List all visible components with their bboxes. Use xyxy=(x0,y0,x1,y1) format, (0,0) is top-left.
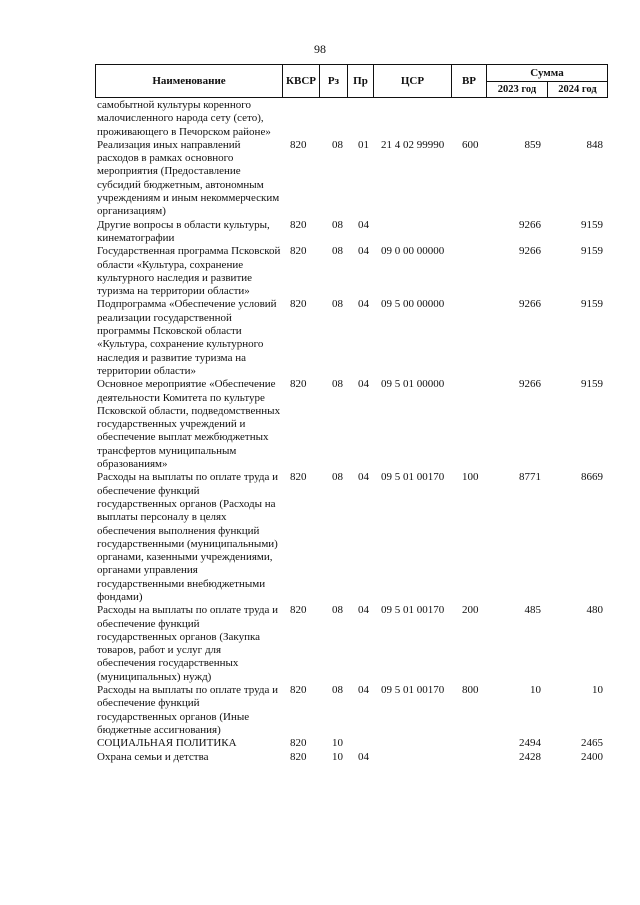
rz-cell: 10 xyxy=(332,750,343,763)
pr-cell: 04 xyxy=(358,750,369,763)
sum-2024-cell: 9159 xyxy=(581,218,603,231)
pr-cell: 04 xyxy=(358,471,369,484)
row-name: Основное мероприятие «Обеспечение деятельности Комитета по культуре Псковской области, подведомственных государственных учреждений и обеспечение выплат межбюджетных трансфертов муниципальным образованиям» xyxy=(97,378,281,471)
header-2023: 2023 год xyxy=(486,81,547,98)
sum-2023-cell: 10 xyxy=(530,684,541,697)
pr-cell: 01 xyxy=(358,138,369,151)
row-name: Охрана семьи и детства xyxy=(97,750,209,763)
row-name: Расходы на выплаты по оплате труда и обеспечение функций государственных органов (Расходы на выплаты персоналу в целях обеспечения выполнения функций государственными (муниципальными) органами, казенными учреждениями, органами управления государственными внебюджетными фондами) xyxy=(97,471,279,603)
kvsr-cell: 820 xyxy=(290,138,307,151)
row-name: Расходы на выплаты по оплате труда и обеспечение функций государственных органов (Иные бюджетные ассигнования) xyxy=(97,684,279,736)
table-row xyxy=(95,751,608,764)
kvsr-cell: 820 xyxy=(290,737,307,750)
sum-2023-cell: 8771 xyxy=(519,471,541,484)
rz-cell: 08 xyxy=(332,218,343,231)
kvsr-cell: 820 xyxy=(290,604,307,617)
csr-cell: 09 5 01 00170 xyxy=(381,604,445,617)
table-row xyxy=(95,737,608,750)
header-vr: ВР xyxy=(451,64,486,98)
rz-cell: 08 xyxy=(332,471,343,484)
sum-2024-cell: 9159 xyxy=(581,245,603,258)
header-pr: Пр xyxy=(347,64,373,98)
kvsr-cell: 820 xyxy=(290,378,307,391)
sum-2023-cell: 9266 xyxy=(519,245,541,258)
sum-2023-cell: 9266 xyxy=(519,298,541,311)
rz-cell: 08 xyxy=(332,378,343,391)
pr-cell: 04 xyxy=(358,298,369,311)
sum-2023-cell: 485 xyxy=(524,604,541,617)
kvsr-cell: 820 xyxy=(290,218,307,231)
sum-2024-cell: 480 xyxy=(586,604,603,617)
kvsr-cell: 820 xyxy=(290,245,307,258)
row-name: самобытной культуры коренного малочисленного народа сету (сето), проживающего в Печорском районе» xyxy=(97,99,271,138)
table-row xyxy=(95,604,608,684)
sum-2024-cell: 848 xyxy=(586,138,603,151)
sum-2024-cell: 2465 xyxy=(581,737,603,750)
kvsr-cell: 820 xyxy=(290,750,307,763)
pr-cell: 04 xyxy=(358,378,369,391)
pr-cell: 04 xyxy=(358,218,369,231)
sum-2024-cell: 9159 xyxy=(581,298,603,311)
rz-cell: 10 xyxy=(332,737,343,750)
header-name: Наименование xyxy=(95,64,282,98)
rz-cell: 08 xyxy=(332,245,343,258)
pr-cell: 04 xyxy=(358,245,369,258)
csr-cell: 09 5 01 00170 xyxy=(381,471,445,484)
vr-cell: 200 xyxy=(462,604,479,617)
sum-2023-cell: 9266 xyxy=(519,378,541,391)
table-row xyxy=(95,298,608,378)
sum-2023-cell: 9266 xyxy=(519,218,541,231)
kvsr-cell: 820 xyxy=(290,298,307,311)
table-header xyxy=(95,64,608,98)
row-name: Подпрограмма «Обеспечение условий реализации государственной программы Псковской области «Культура, сохранение культурного наследия и развитие туризма на территории области» xyxy=(97,298,277,377)
table-row xyxy=(95,245,608,298)
header-sum: Сумма xyxy=(486,64,608,81)
page-number: 98 xyxy=(314,42,326,56)
header-kvsr: КВСР xyxy=(282,64,319,98)
pr-cell: 04 xyxy=(358,684,369,697)
table-row xyxy=(95,471,608,604)
rz-cell: 08 xyxy=(332,298,343,311)
table-row xyxy=(95,684,608,737)
sum-2024-cell: 2400 xyxy=(581,750,603,763)
row-name: Реализация иных направлений расходов в рамках основного мероприятия (Предоставление субсидий бюджетным, автономным учреждениям и иным некоммерческим организациям) xyxy=(97,138,280,218)
row-name: Другие вопросы в области культуры, кинематографии xyxy=(97,218,270,244)
header-2024: 2024 год xyxy=(547,81,608,98)
row-name: СОЦИАЛЬНАЯ ПОЛИТИКА xyxy=(97,737,237,750)
vr-cell: 800 xyxy=(462,684,479,697)
rz-cell: 08 xyxy=(332,138,343,151)
row-name: Государственная программа Псковской области «Культура, сохранение культурного наследия и развитие туризма на территории области» xyxy=(97,245,281,298)
kvsr-cell: 820 xyxy=(290,471,307,484)
rz-cell: 08 xyxy=(332,604,343,617)
csr-cell: 09 5 01 00170 xyxy=(381,684,445,697)
sum-2023-cell: 859 xyxy=(524,138,541,151)
table-body xyxy=(95,99,608,764)
table-row xyxy=(95,378,608,471)
rz-cell: 08 xyxy=(332,684,343,697)
csr-cell: 21 4 02 99990 xyxy=(381,138,445,151)
header-csr: ЦСР xyxy=(373,64,451,98)
vr-cell: 600 xyxy=(462,138,479,151)
vr-cell: 100 xyxy=(462,471,479,484)
sum-2023-cell: 2428 xyxy=(519,750,541,763)
sum-2024-cell: 8669 xyxy=(581,471,603,484)
sum-2024-cell: 9159 xyxy=(581,378,603,391)
pr-cell: 04 xyxy=(358,604,369,617)
header-rz: Рз xyxy=(319,64,347,98)
kvsr-cell: 820 xyxy=(290,684,307,697)
table-row xyxy=(95,99,608,139)
table-row xyxy=(95,219,608,246)
table-row xyxy=(95,139,608,219)
sum-2024-cell: 10 xyxy=(592,684,603,697)
csr-cell: 09 0 00 00000 xyxy=(381,245,445,258)
csr-cell: 09 5 00 00000 xyxy=(381,298,445,311)
row-name: Расходы на выплаты по оплате труда и обеспечение функций государственных органов (Закупка товаров, работ и услуг для обеспечения государственных (муниципальных) нужд) xyxy=(97,604,279,683)
sum-2023-cell: 2494 xyxy=(519,737,541,750)
csr-cell: 09 5 01 00000 xyxy=(381,378,445,391)
